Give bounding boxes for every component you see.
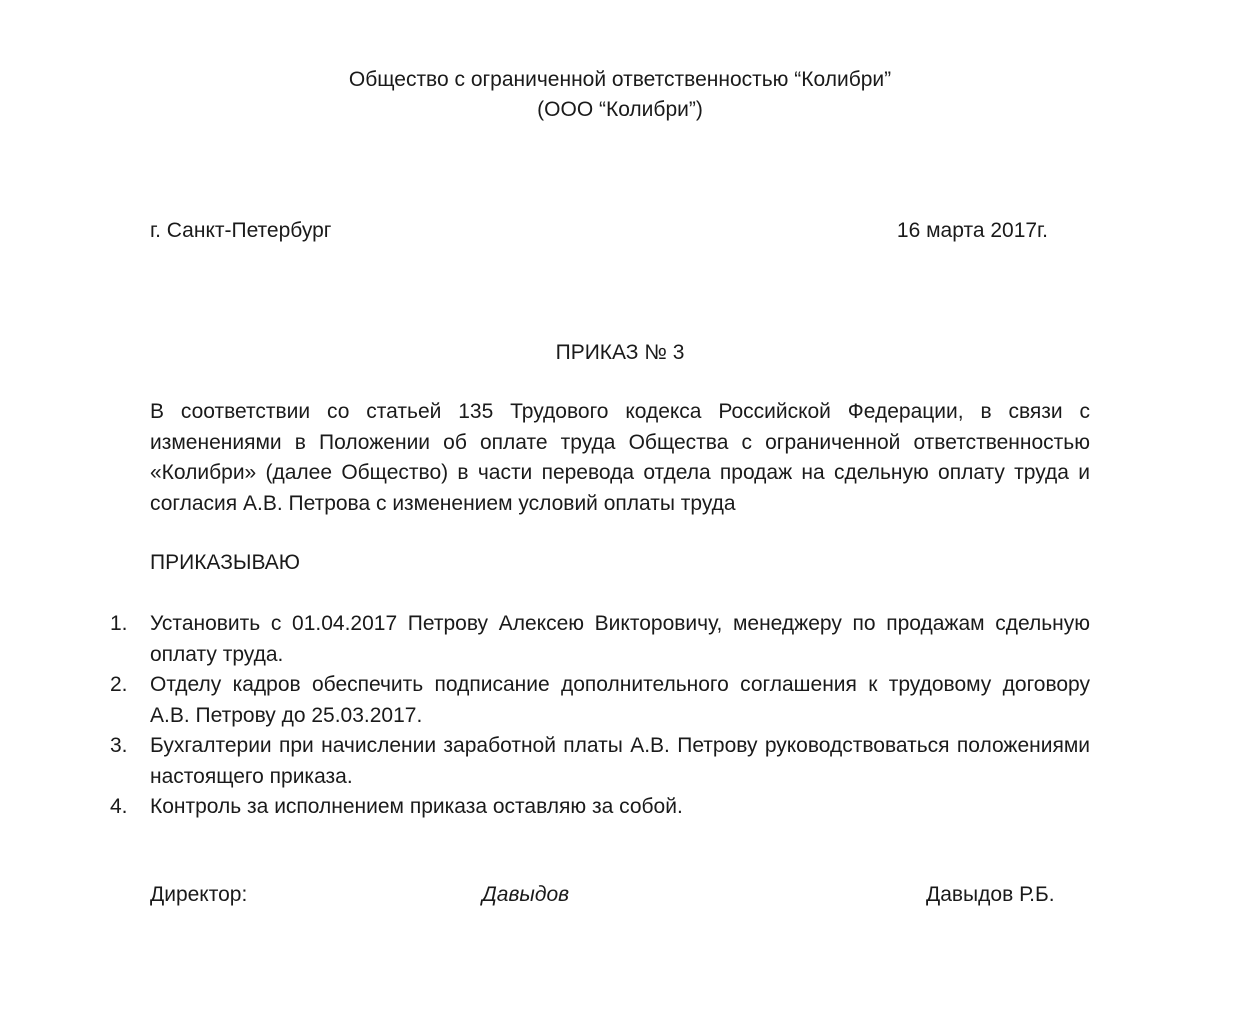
- order-item: [110, 731, 1090, 792]
- order-item-text: Установить с 01.04.2017 Петрову Алексею Викторовичу, менеджеру по продажам сдельную оплату труда.: [150, 612, 1090, 666]
- signatory-name: Давыдов Р.Б.: [926, 883, 1055, 906]
- order-item-number: 2.: [110, 673, 128, 696]
- signature-position-label: Директор:: [150, 883, 248, 906]
- order-preamble: В соответствии со статьей 135 Трудового кодекса Российской Федерации, в связи с изменениями в Положении об оплате труда Общества с ограниченной ответственностью «Колибри» (далее Общество) в части перевода отдела продаж на сдельную оплату труда и согласия А.В. Петрова с изменением условий оплаты труда: [150, 400, 1090, 515]
- order-item: [110, 670, 1090, 731]
- order-item-text: Отделу кадров обеспечить подписание дополнительного соглашения к трудовому договору А.В. Петрову до 25.03.2017.: [150, 673, 1090, 727]
- order-item: [110, 792, 1090, 823]
- order-item-number: 1.: [110, 612, 128, 635]
- order-title: ПРИКАЗ № 3: [555, 341, 685, 364]
- order-item: [110, 609, 1090, 670]
- place: г. Санкт-Петербург: [150, 219, 332, 242]
- organization-name: Общество с ограниченной ответственностью “Колибри”: [348, 68, 892, 91]
- order-item-text: Бухгалтерии при начислении заработной платы А.В. Петрову руководствоваться положениями настоящего приказа.: [150, 734, 1090, 788]
- organization-short-name: (ООО “Колибри”): [537, 98, 703, 121]
- date: 16 марта 2017г.: [896, 219, 1048, 242]
- order-item-number: 3.: [110, 734, 128, 757]
- order-items-list: [110, 609, 1090, 823]
- order-directive: ПРИКАЗЫВАЮ: [150, 551, 301, 574]
- order-item-text: Контроль за исполнением приказа оставляю за собой.: [150, 795, 683, 818]
- order-item-number: 4.: [110, 795, 128, 818]
- handwritten-signature: Давыдов: [482, 883, 570, 906]
